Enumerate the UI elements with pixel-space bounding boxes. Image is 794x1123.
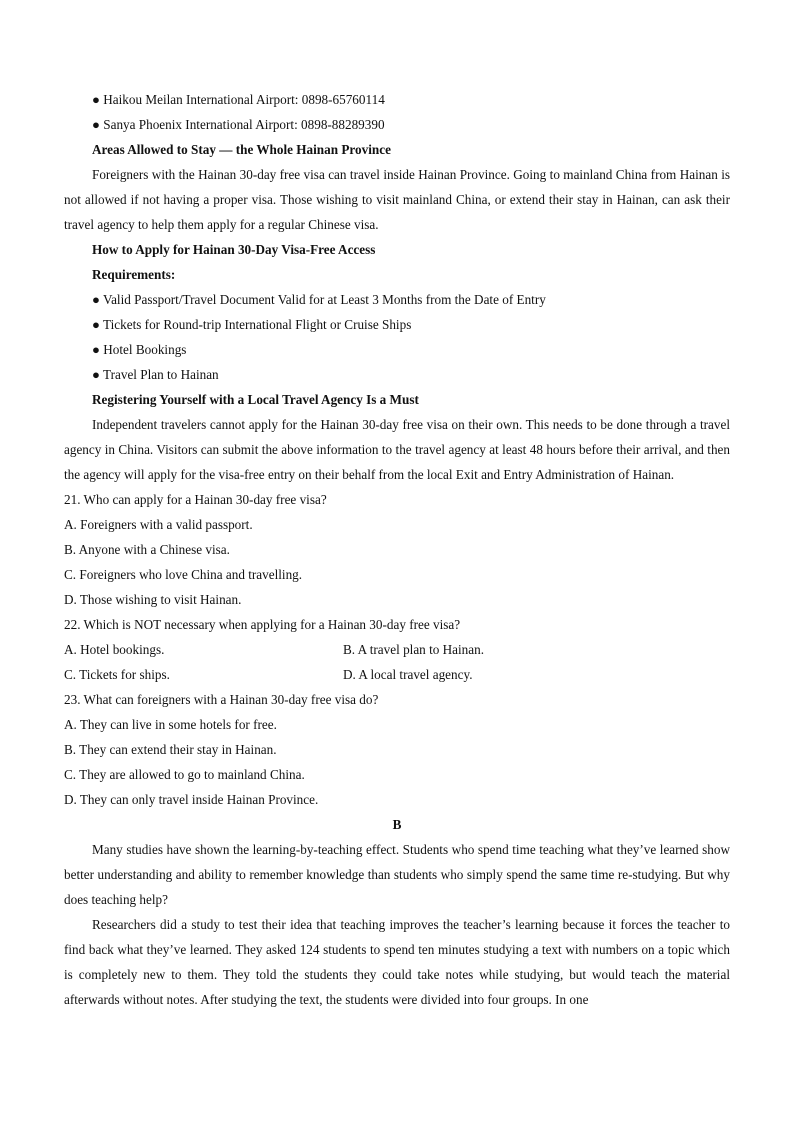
question-21-option-b: B. Anyone with a Chinese visa. xyxy=(64,542,230,557)
airport-haikou: ● Haikou Meilan International Airport: 0898-65760114 xyxy=(92,92,385,107)
question-22-option-d: D. A local travel agency. xyxy=(343,667,473,682)
question-22-option-c: C. Tickets for ships. xyxy=(64,667,170,682)
question-22-row-2 xyxy=(64,662,730,687)
heading-registering: Registering Yourself with a Local Travel Agency Is a Must xyxy=(92,392,419,407)
passage-b-paragraph-1: Many studies have shown the learning-by-teaching effect. Students who spend time teaching what they’ve learned show better understanding and ability to remember knowledge than students who simply spend the same time re-studying. But why does teaching help? xyxy=(64,842,730,907)
requirement-hotel: ● Hotel Bookings xyxy=(92,342,187,357)
paragraph-areas-allowed: Foreigners with the Hainan 30-day free visa can travel inside Hainan Province. Going to mainland China from Hainan is not allowed if not having a proper visa. Those wishing to visit mainland China, or extend their stay in Hainan, can ask their travel agency to help them apply for a regular Chinese visa. xyxy=(64,167,730,232)
heading-how-to-apply: How to Apply for Hainan 30-Day Visa-Free Access xyxy=(92,242,376,257)
airport-sanya: ● Sanya Phoenix International Airport: 0898-88289390 xyxy=(92,117,385,132)
page-content xyxy=(64,87,730,1012)
paragraph-registering: Independent travelers cannot apply for the Hainan 30-day free visa on their own. This needs to be done through a travel agency in China. Visitors can submit the above information to the travel agency at least 48 hours before their arrival, and then the agency will apply for the visa-free entry on their behalf from the local Exit and Entry Administration of Hainan. xyxy=(64,417,730,482)
question-22-stem: 22. Which is NOT necessary when applying for a Hainan 30-day free visa? xyxy=(64,617,461,632)
requirement-travel-plan: ● Travel Plan to Hainan xyxy=(92,367,219,382)
question-21-option-a: A. Foreigners with a valid passport. xyxy=(64,517,253,532)
question-21-option-c: C. Foreigners who love China and travelling. xyxy=(64,567,303,582)
question-21-stem: 21. Who can apply for a Hainan 30-day free visa? xyxy=(64,492,327,507)
question-23-option-b: B. They can extend their stay in Hainan. xyxy=(64,742,277,757)
question-23-option-a: A. They can live in some hotels for free. xyxy=(64,717,277,732)
heading-areas-allowed: Areas Allowed to Stay — the Whole Hainan Province xyxy=(92,142,391,157)
passage-b-paragraph-2: Researchers did a study to test their idea that teaching improves the teacher’s learning because it forces the teacher to find back what they’ve learned. They asked 124 students to spend ten minutes studying a text with numbers on a topic which is completely new to them. They told the students they could take notes while studying, but would teach the material afterwards without notes. After studying the text, the students were divided into four groups. In one xyxy=(64,917,730,1007)
question-21-option-d: D. Those wishing to visit Hainan. xyxy=(64,592,242,607)
requirement-passport: ● Valid Passport/Travel Document Valid for at Least 3 Months from the Date of Entry xyxy=(92,292,546,307)
question-22-option-b: B. A travel plan to Hainan. xyxy=(343,642,485,657)
question-23-option-c: C. They are allowed to go to mainland China. xyxy=(64,767,305,782)
requirements-label: Requirements: xyxy=(92,267,176,282)
passage-b-title: B xyxy=(392,817,402,832)
question-22-row-1 xyxy=(64,637,730,662)
question-23-option-d: D. They can only travel inside Hainan Province. xyxy=(64,792,319,807)
question-23-stem: 23. What can foreigners with a Hainan 30-day free visa do? xyxy=(64,692,379,707)
requirement-tickets: ● Tickets for Round-trip International Flight or Cruise Ships xyxy=(92,317,412,332)
question-22-option-a: A. Hotel bookings. xyxy=(64,642,165,657)
